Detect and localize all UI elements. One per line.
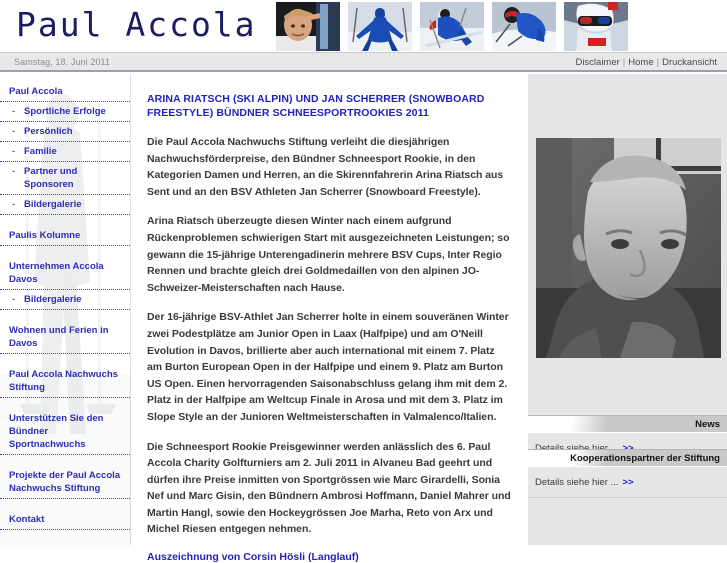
hero-photo-skier-crouched-turn — [492, 2, 556, 51]
bullet-dash-icon: - — [12, 126, 16, 137]
sidebar-item-label: Sportliche Erfolge — [24, 106, 106, 117]
sidebar-item-label: Persönlich — [24, 126, 73, 137]
current-date: Samstag, 18. Juni 2011 — [14, 57, 111, 67]
bullet-dash-icon: - — [12, 146, 16, 157]
news-panel-title: News — [695, 419, 720, 430]
sidebar-item-kontakt[interactable]: Kontakt — [0, 510, 130, 530]
left-sidebar — [0, 74, 131, 545]
sidebar-item-bildergalerie-accola[interactable] — [0, 195, 130, 215]
bullet-dash-icon: - — [12, 294, 16, 305]
kooperationspartner-panel-body — [528, 467, 727, 498]
sidebar-item-label: Partner und Sponsoren — [24, 166, 78, 190]
kooperationspartner-panel-header — [528, 449, 727, 467]
hero-photo-skier-portrait-shading-eyes — [276, 2, 340, 51]
sidebar-item-persoenlich[interactable] — [0, 122, 130, 142]
header-photo-strip — [276, 2, 616, 51]
date-bar — [0, 52, 727, 72]
sidebar-item-label: Familie — [24, 146, 57, 157]
nav-spacer — [0, 215, 130, 226]
article-paragraph-3: Der 16-jährige BSV-Athlet Jan Scherrer holte in einem souveränen Winter zwei Podestplätze am Junior Open in Laax (Halfpipe) und am O'Neill Evolution in Davos, brillierte aber auch international mit einem 7. Platz am Burton European Open in der Halfpipe und einem 9. Platz am Burton US Open. Einen hervorragenden Saisonabschluss gelang ihm mit dem 2. Platz in der Halfpipe am Weltcup Finale in Arosa und mit dem 3. Platz im Slope Style an der Junioren Weltmeisterschaften in Valmalenco/Italien. — [147, 311, 509, 423]
article-title: ARINA RIATSCH (SKI ALPIN) UND JAN SCHERRER (SNOWBOARD FREESTYLE) BÜNDNER SCHNEESPORTROOKIES 2011 — [147, 93, 485, 119]
article-paragraph-2: Arina Riatsch überzeugte diesen Winter nach einem aufgrund Rückenproblemen schwierigen Start mit ausgezeichneten Leistungen; so gewann die 15-jährige Unterengadinerin mehrere BSV Cups, Inter Regio Rennen und brachte gleich drei Goldmedaillen von den alpinen JO-Schweizer-Meisterschaften nach Hause. — [147, 215, 510, 294]
bullet-dash-icon: - — [12, 106, 16, 117]
top-nav-separator-1: | — [622, 57, 626, 68]
top-nav-disclaimer[interactable]: Disclaimer — [575, 57, 620, 68]
sidebar-item-wohnen-und-ferien-in-davos[interactable]: Wohnen und Ferien in Davos — [0, 321, 130, 354]
sidebar-item-paul-accola[interactable]: Paul Accola — [0, 82, 130, 102]
nav-spacer — [0, 246, 130, 257]
kooperationspartner-details-label: Details siehe hier ... — [535, 477, 619, 488]
top-nav-druckansicht[interactable]: Druckansicht — [662, 57, 717, 68]
nav-spacer — [0, 398, 130, 409]
nav-group-kontakt — [0, 510, 130, 530]
top-navigation[interactable] — [575, 57, 717, 68]
sidebar-item-bildergalerie-unternehmen[interactable] — [0, 290, 130, 310]
nav-spacer — [0, 455, 130, 466]
article-subheading-corsin-hoesli: Auszeichnung von Corsin Hösli (Langlauf) — [147, 551, 359, 563]
site-title: Paul Accola — [16, 5, 257, 44]
nav-group-nachwuchs-stiftung — [0, 365, 130, 398]
article-paragraph-1: Die Paul Accola Nachwuchs Stiftung verleiht die diesjährigen Nachwuchsförderpreise, den Bündner Schneesport Rookie, in den Kategorien Damen und Herren, an die Skirennfahrerin Arina Riatsch aus Sent und an den BSV Athleten Jan Scherrer (Snowboard Freestyle). — [147, 136, 504, 198]
sidebar-item-unterstuetzen-sie-den-buendner-sportnachwuchs[interactable]: Unterstützen Sie den Bündner Sportnachwuchs — [0, 409, 130, 455]
sidebar-item-unternehmen-accola-davos[interactable]: Unternehmen Accola Davos — [0, 257, 130, 290]
sidebar-item-label: Bildergalerie — [24, 294, 82, 305]
kooperationspartner-panel — [528, 449, 727, 498]
hero-photo-skier-closeup-helmet-goggles — [564, 2, 628, 51]
hero-photo-skier-front-tuck-blue-suit — [348, 2, 412, 51]
nav-group-paul-accola — [0, 82, 130, 215]
top-nav-separator-2: | — [656, 57, 660, 68]
nav-group-unterstuetzen — [0, 409, 130, 455]
nav-spacer — [0, 310, 130, 321]
top-nav-home[interactable]: Home — [628, 57, 654, 68]
hero-photo-skier-downhill-carving — [420, 2, 484, 51]
sidebar-item-label: Bildergalerie — [24, 199, 82, 210]
nav-group-paulis-kolumne — [0, 226, 130, 246]
site-header — [0, 0, 727, 52]
sidebar-item-partner-und-sponsoren[interactable] — [0, 162, 130, 195]
sidebar-item-paul-accola-nachwuchs-stiftung[interactable]: Paul Accola Nachwuchs Stiftung — [0, 365, 130, 398]
kooperationspartner-panel-title: Kooperationspartner der Stiftung — [570, 453, 720, 464]
sidebar-nav — [0, 74, 130, 530]
right-column — [528, 74, 727, 545]
main-content — [132, 74, 528, 563]
news-panel-header — [528, 415, 727, 433]
nav-spacer — [0, 354, 130, 365]
sidebar-item-familie[interactable] — [0, 142, 130, 162]
nav-group-unternehmen-accola-davos — [0, 257, 130, 310]
kooperationspartner-details-link[interactable] — [535, 477, 634, 488]
nav-group-wohnen-und-ferien — [0, 321, 130, 354]
sidebar-item-sportliche-erfolge[interactable] — [0, 102, 130, 122]
sidebar-item-paulis-kolumne[interactable]: Paulis Kolumne — [0, 226, 130, 246]
sidebar-item-projekte-der-paul-accola-nachwuchs-stiftung[interactable]: Projekte der Paul Accola Nachwuchs Stiftung — [0, 466, 130, 499]
paul-accola-portrait-photo — [536, 138, 721, 358]
double-chevron-right-icon: >> — [622, 477, 634, 488]
nav-group-projekte — [0, 466, 130, 499]
article-paragraph-4: Die Schneesport Rookie Preisgewinner werden anlässlich des 6. Paul Accola Charity Golfturniers am 2. Juli 2011 in Alvaneu Bad geehrt und dürfen ihre Preise inmitten von Sportgrössen wie Marc Girardelli, Sonia Nef und Marc Gisin, den Bündnern Ambrosi Hoffmann, Daniel Mahrer und Martin Hangl, sowie den Hockeygrössen Joe Marha, Reto von Arx und Michel Riesen entgegen nehmen. — [147, 440, 511, 536]
bullet-dash-icon: - — [12, 166, 16, 177]
nav-spacer — [0, 499, 130, 510]
bullet-dash-icon: - — [12, 199, 16, 210]
